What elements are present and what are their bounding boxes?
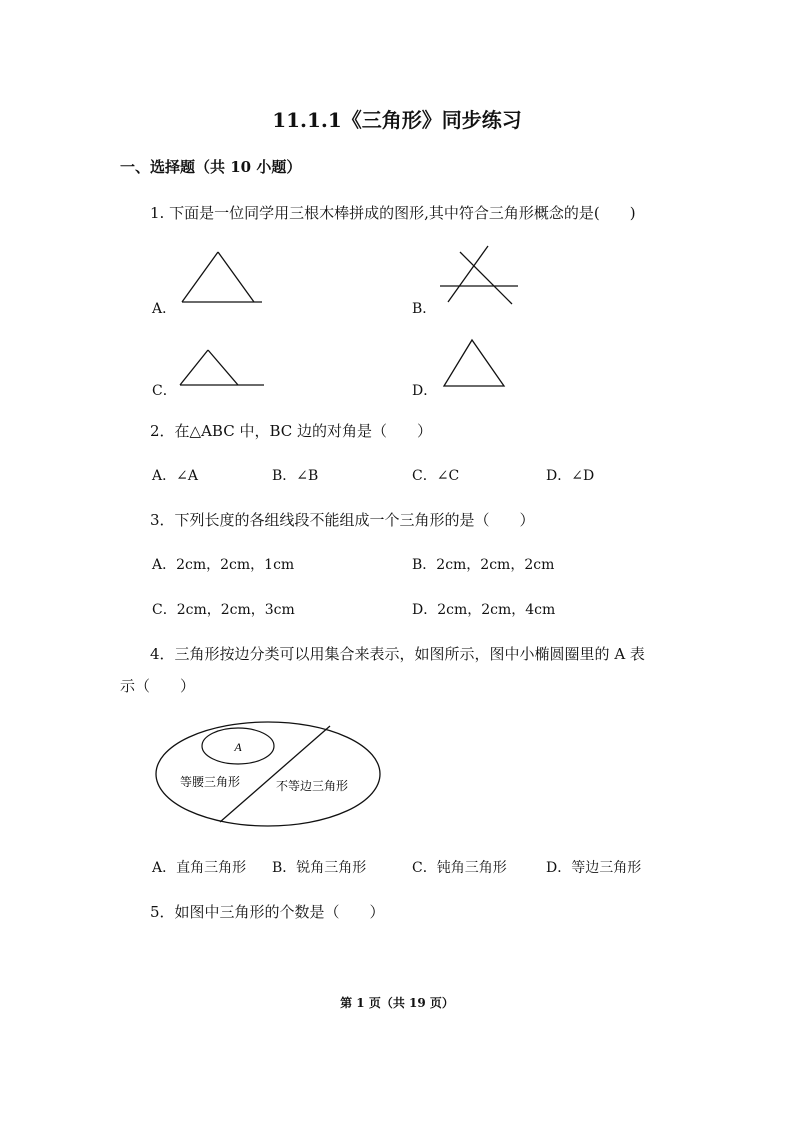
q2-option-b[interactable]: B．∠B — [272, 468, 319, 484]
question-1-text: 1. 下面是一位同学用三根木棒拼成的图形,其中符合三角形概念的是( ) — [150, 204, 636, 222]
q3-option-a[interactable]: A．2cm，2cm，1cm — [152, 557, 295, 573]
q1-figure-a — [178, 250, 268, 310]
q4-option-b[interactable]: B．锐角三角形 — [272, 860, 367, 876]
question-3-text: 3．下列长度的各组线段不能组成一个三角形的是（ ） — [150, 511, 535, 529]
venn-left-label: 等腰三角形 — [179, 775, 241, 789]
q2-option-c[interactable]: C．∠C — [412, 468, 460, 484]
q1-figure-c — [178, 346, 268, 390]
q1-option-a[interactable]: A． — [152, 301, 177, 317]
question-4-text-line1: 4．三角形按边分类可以用集合来表示，如图所示，图中小椭圆圈里的 A 表 — [150, 645, 645, 663]
question-4-text-line2: 示（ ） — [120, 677, 196, 695]
q1-option-d[interactable]: D． — [412, 383, 438, 399]
q3-option-b[interactable]: B．2cm，2cm，2cm — [412, 557, 555, 573]
question-5-text: 5．如图中三角形的个数是（ ） — [150, 903, 385, 921]
question-2-text: 2．在△ABC 中，BC 边的对角是（ ） — [150, 422, 433, 440]
outer-ellipse — [156, 722, 380, 826]
page-footer: 第 1 页（共 19 页） — [340, 996, 454, 1010]
q1-option-b[interactable]: B． — [412, 301, 437, 317]
page-title: 11.1.1《三角形》同步练习 — [272, 108, 522, 132]
section-heading: 一、选择题（共 10 小题） — [120, 158, 302, 176]
venn-right-label: 不等边三角形 — [275, 779, 349, 793]
q4-option-d[interactable]: D．等边三角形 — [546, 860, 642, 876]
q2-option-d[interactable]: D．∠D — [546, 468, 595, 484]
q3-option-c[interactable]: C．2cm，2cm，3cm — [152, 602, 295, 618]
q1-option-c[interactable]: C． — [152, 383, 177, 399]
q1-figure-d — [440, 336, 510, 390]
q4-option-c[interactable]: C．钝角三角形 — [412, 860, 507, 876]
venn-inner-label: A — [234, 740, 242, 754]
q1-figure-b — [440, 246, 520, 306]
q2-option-a[interactable]: A．∠A — [152, 468, 198, 484]
q4-option-a[interactable]: A．直角三角形 — [152, 860, 247, 876]
q4-venn-diagram — [150, 718, 390, 833]
q3-option-d[interactable]: D．2cm，2cm，4cm — [412, 602, 556, 618]
